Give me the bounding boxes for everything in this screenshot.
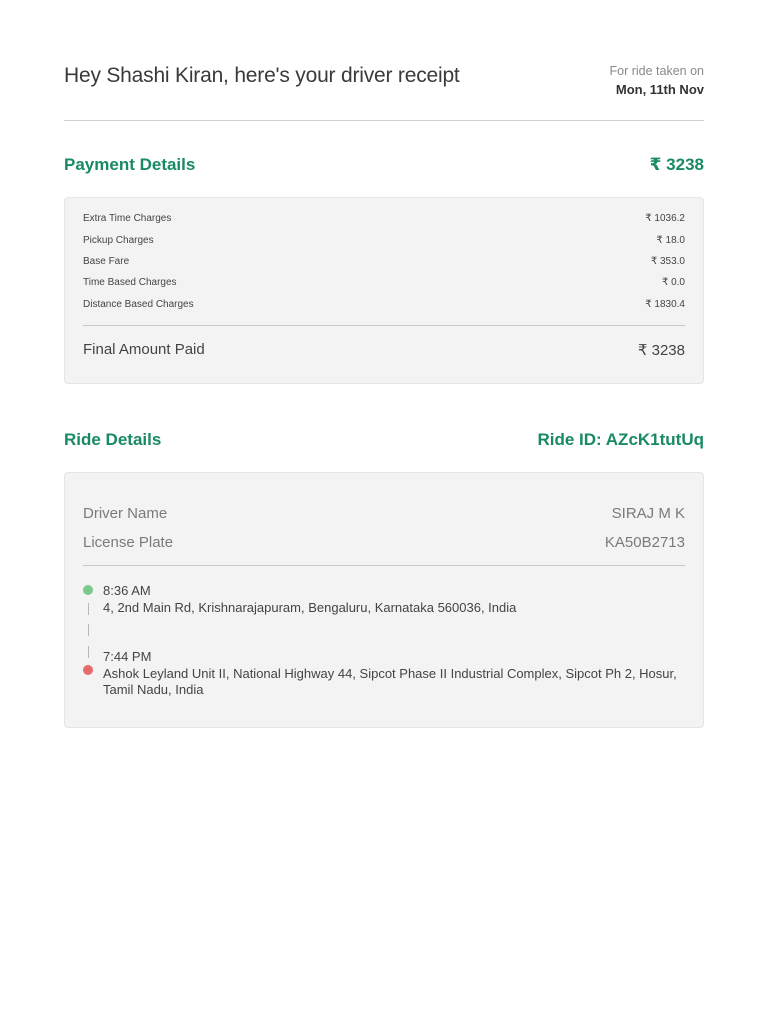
driver-name-value: SIRAJ M K: [611, 505, 685, 522]
ride-id: Ride ID: AZcK1tutUq: [537, 430, 704, 449]
ride-date-block: [610, 63, 705, 101]
charge-amount: ₹ 0.0: [661, 277, 685, 289]
driver-name-label: Driver Name: [83, 505, 168, 522]
driver-name-row: [83, 499, 685, 528]
pickup-time: 8:36 AM: [103, 583, 151, 598]
charge-label: Extra Time Charges: [83, 213, 172, 225]
final-amount-row: [83, 326, 685, 374]
payment-card: [64, 197, 704, 384]
charge-row: [83, 229, 685, 250]
payment-section-heading: [64, 155, 704, 175]
ride-date: Mon, 11th Nov: [615, 82, 704, 97]
final-amount-label: Final Amount Paid: [83, 341, 205, 359]
charge-label: Time Based Charges: [83, 277, 177, 289]
charge-row: [83, 294, 685, 315]
charge-label: Distance Based Charges: [83, 298, 194, 310]
ride-heading-label: Ride Details: [64, 430, 162, 449]
route-connector: [88, 603, 89, 615]
license-plate-row: [83, 528, 685, 557]
pickup-dot-icon: [83, 585, 93, 595]
drop-stop: [103, 648, 685, 698]
trip-timeline: [83, 566, 685, 716]
greeting-title: Hey Shashi Kiran, here's your driver receipt: [64, 64, 460, 87]
pickup-stop: [103, 582, 685, 616]
ride-section-heading: [64, 430, 704, 450]
route-connector: [88, 646, 89, 658]
charge-list: [83, 198, 685, 315]
charge-amount: ₹ 1036.2: [645, 213, 685, 225]
charge-row: [83, 272, 685, 293]
drop-address: Ashok Leyland Unit II, National Highway 44, Sipcot Phase II Industrial Complex, Sipcot Ph 2, Hosur, Tamil Nadu, India: [103, 666, 677, 697]
charge-label: Pickup Charges: [83, 234, 154, 246]
drop-dot-icon: [83, 665, 93, 675]
payment-total: ₹ 3238: [649, 155, 704, 174]
pickup-address: 4, 2nd Main Rd, Krishnarajapuram, Bengaluru, Karnataka 560036, India: [103, 600, 517, 615]
charge-amount: ₹ 18.0: [656, 234, 685, 246]
charge-row: [83, 251, 685, 272]
charge-row: [83, 208, 685, 229]
license-plate-label: License Plate: [83, 534, 174, 551]
drop-time: 7:44 PM: [103, 649, 152, 664]
charge-amount: ₹ 1830.4: [645, 298, 685, 310]
ride-card: [64, 472, 704, 728]
ride-date-caption: For ride taken on: [609, 64, 704, 78]
license-plate-value: KA50B2713: [604, 534, 685, 551]
header-divider: [64, 120, 704, 121]
route-connector: [88, 624, 89, 636]
charge-amount: ₹ 353.0: [650, 255, 685, 267]
charge-label: Base Fare: [83, 255, 130, 267]
final-amount-value: ₹ 3238: [637, 341, 685, 359]
payment-heading-label: Payment Details: [64, 155, 196, 174]
